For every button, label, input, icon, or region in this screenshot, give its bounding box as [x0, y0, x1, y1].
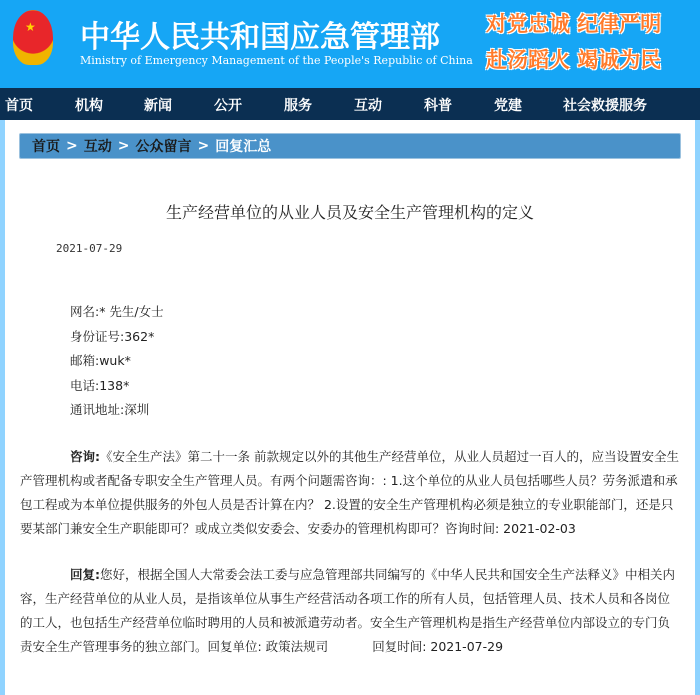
breadcrumb-interact[interactable]: 互动 [83, 139, 112, 155]
breadcrumb [19, 133, 681, 159]
info-phone: 电话:138* [70, 377, 130, 393]
info-address: 通讯地址:深圳 [70, 402, 150, 417]
sender-info [70, 300, 682, 423]
nav-item-home[interactable]: 首页 [5, 98, 33, 114]
consult-paragraph [20, 445, 682, 541]
info-id: 身份证号:362* [70, 328, 155, 344]
breadcrumb-messages[interactable]: 公众留言 [135, 139, 192, 155]
nav-item-interact[interactable]: 互动 [354, 98, 382, 114]
breadcrumb-separator: > [66, 138, 78, 154]
site-title[interactable]: 中华人民共和国应急管理部 [80, 20, 440, 55]
article-date: 2021-07-29 [56, 242, 123, 255]
nav-item-public[interactable]: 公开 [214, 98, 242, 114]
reply-label: 回复: [70, 566, 100, 582]
nav-item-service[interactable]: 服务 [284, 98, 312, 114]
slogan-line: 赴汤蹈火 竭诚为民 [486, 47, 662, 72]
nav-item-org[interactable]: 机构 [75, 98, 103, 114]
breadcrumb-home[interactable]: 首页 [32, 139, 60, 155]
info-name: 网名:* 先生/女士 [70, 304, 164, 319]
main-nav [0, 88, 700, 120]
nav-item-news[interactable]: 新闻 [144, 98, 172, 114]
breadcrumb-separator: > [117, 138, 130, 154]
nav-item-science[interactable]: 科普 [424, 98, 452, 114]
slogan-line: 对党忠诚 纪律严明 [486, 11, 662, 36]
reply-paragraph [20, 563, 682, 659]
consult-text: 《安全生产法》第二十一条 前款规定以外的其他生产经营单位，从业人员超过一百人的，应当设置安全生产管理机构或者配备专职安全生产管理人员。有两个问题需咨询：: 1.这个单位的从业人员包括哪些人员？劳务派遣和承包工程或为本单位提供服务的外包人员是否计算在内？ 2.设置的安全生产管理机构必须是独立的专业职能部门，还是只要某部门兼安全生产职能即可？或成立类似安委会、安委办的管理机构即可？咨询时间: 2021-02-03 [20, 448, 679, 536]
nav-item-rescue[interactable]: 社会救援服务 [563, 98, 647, 114]
site-header [0, 0, 700, 88]
breadcrumb-separator: > [197, 138, 210, 154]
slogan [486, 6, 696, 78]
site-title-en: Ministry of Emergency Management of the People's Republic of China [80, 54, 473, 67]
nav-item-party[interactable]: 党建 [494, 98, 522, 114]
breadcrumb-current[interactable]: 回复汇总 [215, 139, 272, 155]
national-emblem-icon: ★ [13, 10, 53, 65]
reply-time: 回复时间: 2021-07-29 [372, 638, 504, 654]
article-body [20, 300, 682, 659]
info-email: 邮箱:wuk* [70, 353, 131, 368]
article-title: 生产经营单位的从业人员及安全生产管理机构的定义 [165, 203, 534, 222]
consult-label: 咨询: [70, 448, 100, 464]
reply-text: 您好，根据全国人大常委会法工委与应急管理部共同编写的《中华人民共和国安全生产法释义》中相关内容，生产经营单位的从业人员，是指该单位从事生产经营活动各项工作的所有人员，包括管理人员、技术人员和各岗位的工人，也包括生产经营单位临时聘用的人员和被派遣劳动者。安全生产管理机构是指生产经营单位内部设立的专门负责安全生产管理事务的独立部门。回复单位: 政策法规司 [20, 566, 676, 654]
